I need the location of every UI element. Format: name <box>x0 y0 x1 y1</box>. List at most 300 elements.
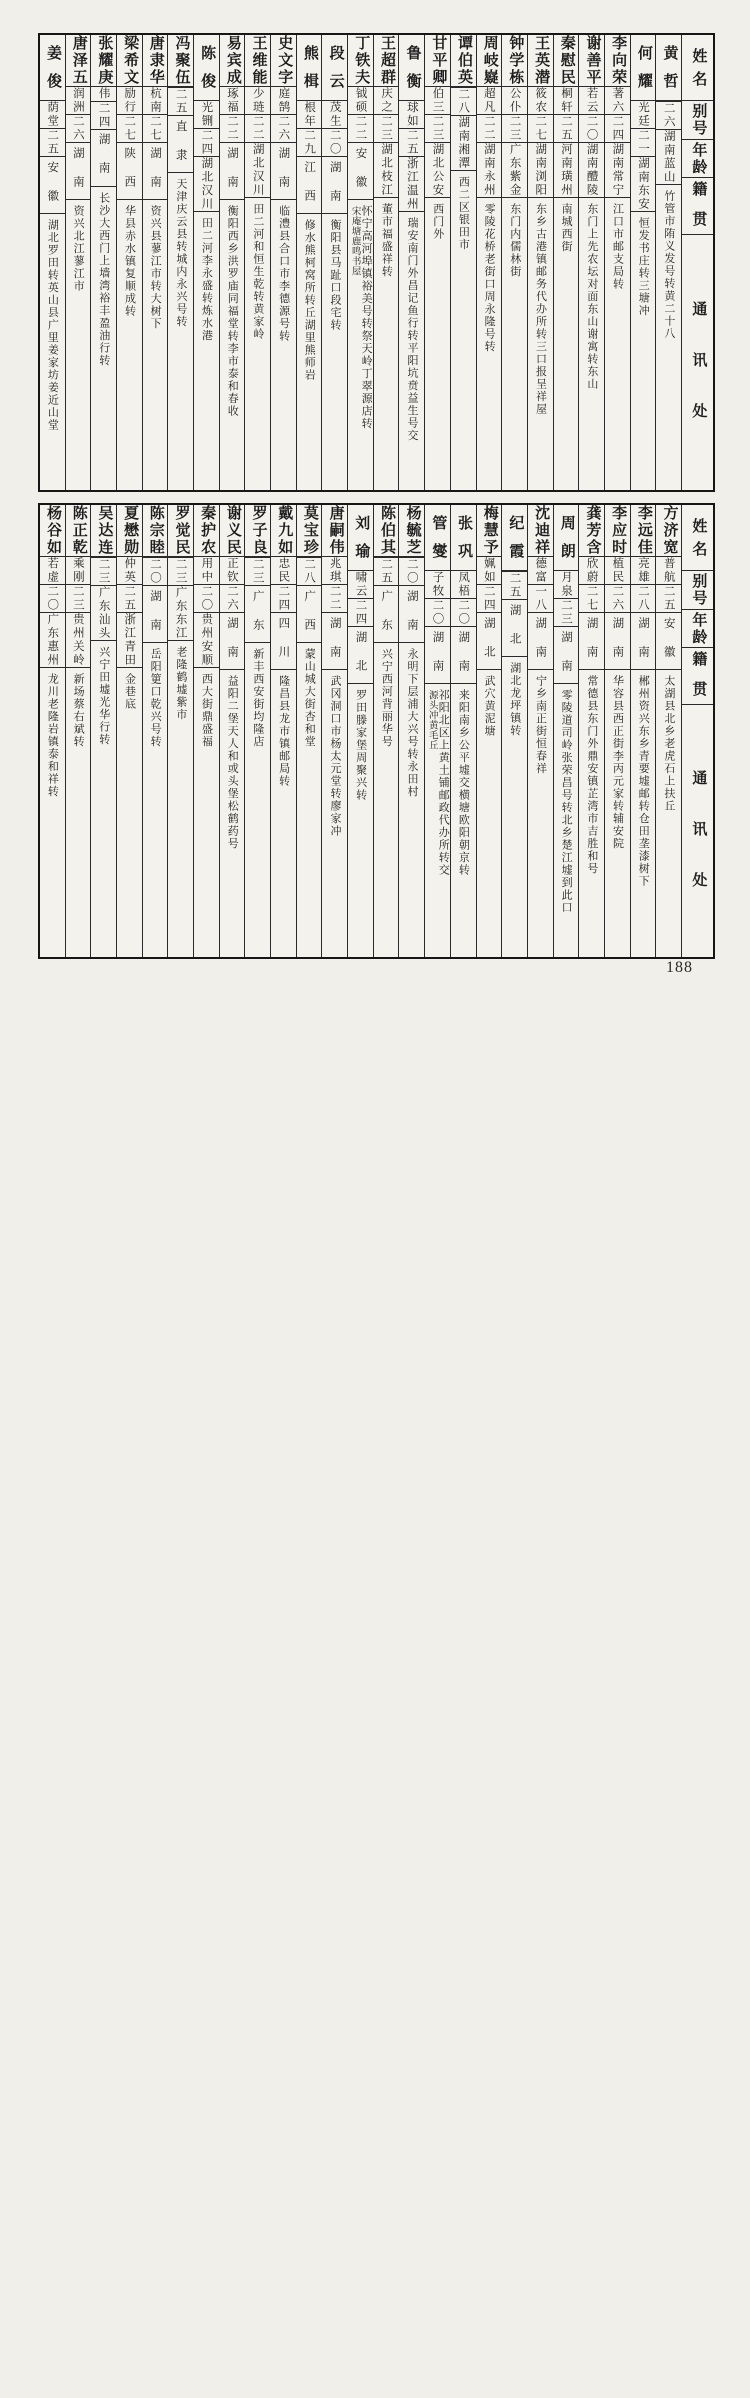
person-origin: 湖南蓝山 <box>663 130 675 184</box>
person-alias: 光廷 <box>637 101 649 128</box>
person-age: 二〇 <box>329 129 341 156</box>
origin-cell <box>451 627 476 684</box>
person-age: 二八 <box>457 88 469 115</box>
age-cell <box>91 558 116 586</box>
address-cell <box>502 657 527 2398</box>
alias-cell <box>220 87 245 115</box>
address-cell <box>631 670 656 2398</box>
person-column <box>579 505 605 957</box>
alias-cell <box>502 87 527 115</box>
person-age: 二四 <box>98 102 110 129</box>
person-address: 东门上先农坛对面东山谢寓转东山 <box>585 203 598 2398</box>
person-age: 二九 <box>303 129 315 156</box>
name-cell <box>631 505 656 557</box>
alias-cell <box>245 87 270 115</box>
address-text-wrap <box>585 675 598 2398</box>
person-address: 新丰西安街均隆店 <box>251 648 264 2398</box>
person-name: 黄哲 <box>661 35 677 101</box>
origin-cell <box>297 586 322 643</box>
address-cell <box>554 684 579 2398</box>
header-name-cell <box>682 35 713 101</box>
origin-cell <box>117 613 142 668</box>
person-address: 祁阳北区上黄土铺邮政代办所转交 <box>437 689 450 2398</box>
person-address: 江口市邮支局转 <box>611 203 624 2398</box>
address-cell <box>656 670 681 2398</box>
person-column <box>91 35 117 490</box>
person-age: 二七 <box>534 115 546 142</box>
person-column <box>374 35 400 490</box>
person-alias: 用中 <box>200 557 212 584</box>
origin-cell <box>168 586 193 641</box>
person-origin: 湖南 <box>72 139 84 204</box>
person-origin: 广东 <box>380 582 392 647</box>
person-age: 二五 <box>123 585 135 612</box>
person-name: 罗子良 <box>250 505 266 556</box>
person-name: 方济宽 <box>661 505 677 556</box>
person-age: 二〇 <box>406 558 418 585</box>
person-name: 刘瑜 <box>353 505 369 571</box>
person-name: 陈俊 <box>198 35 214 101</box>
origin-cell <box>374 586 399 643</box>
origin-cell <box>605 613 630 670</box>
person-age: 二五 <box>46 129 58 156</box>
person-age: 二四 <box>611 115 623 142</box>
header-origin-label: 籍贯 <box>690 641 706 711</box>
name-cell <box>66 505 91 557</box>
name-cell <box>348 35 373 87</box>
person-age: 二〇 <box>586 115 598 142</box>
origin-cell <box>631 157 656 212</box>
person-address: 太湖县北乡老虎石上扶丘 <box>662 675 675 2398</box>
alias-cell <box>194 557 219 585</box>
person-name: 唐隶华 <box>147 35 163 86</box>
origin-cell <box>220 613 245 670</box>
address-cell <box>374 643 399 2398</box>
name-cell <box>477 505 502 557</box>
address-text-wrap <box>406 648 419 2398</box>
name-cell <box>528 505 553 557</box>
address-cell <box>451 684 476 2398</box>
age-cell <box>374 115 399 143</box>
person-name: 丁铁夫 <box>353 35 369 86</box>
address-text-wrap <box>483 675 496 2398</box>
person-alias: 著六 <box>611 87 623 114</box>
person-age: 二五 <box>560 115 572 142</box>
person-origin: 广东汕头 <box>98 586 110 640</box>
address-cell <box>322 670 347 2398</box>
origin-cell <box>502 600 527 657</box>
address-text-wrap <box>72 673 85 2398</box>
person-origin: 安徽 <box>663 609 675 674</box>
person-origin: 贵州安顺 <box>200 613 212 667</box>
person-address: 田二河李永盛转炼水港 <box>200 217 213 2398</box>
origin-cell <box>194 613 219 668</box>
age-cell <box>579 115 604 143</box>
person-origin: 湖南 <box>457 623 469 688</box>
person-alias: 亮雄 <box>637 557 649 584</box>
person-name: 钟学栋 <box>507 35 523 86</box>
name-cell <box>579 35 604 87</box>
person-column <box>631 505 657 957</box>
person-column <box>91 505 117 957</box>
address-cell <box>194 668 219 2398</box>
person-address: 湖北龙坪镇转 <box>508 662 521 2398</box>
age-cell <box>245 115 270 143</box>
origin-cell <box>194 157 219 212</box>
person-address: 湖北罗田转英山县广里姜家坊姜近山堂 <box>46 219 59 2398</box>
person-address: 龙川老隆岩镇泰和祥转 <box>46 673 59 2398</box>
person-age: 二二 <box>226 115 238 142</box>
alias-cell <box>194 101 219 129</box>
name-cell <box>399 35 424 101</box>
address-text-wrap <box>426 689 450 2398</box>
alias-cell <box>143 87 168 115</box>
person-column <box>194 505 220 957</box>
origin-cell <box>502 143 527 198</box>
person-age: 二七 <box>123 115 135 142</box>
person-origin: 广西 <box>303 582 315 647</box>
person-age: 二六 <box>611 585 623 612</box>
person-name: 纪霞 <box>507 505 523 571</box>
person-age: 二五 <box>406 129 418 156</box>
person-age: 二五 <box>663 585 675 612</box>
person-address: 宁乡南正街恒春祥 <box>534 675 547 2398</box>
person-origin: 广东 <box>252 582 264 647</box>
name-cell <box>245 505 270 557</box>
name-cell <box>425 35 450 87</box>
person-column <box>348 35 374 490</box>
person-origin: 江西 <box>303 153 315 218</box>
name-cell <box>168 35 193 87</box>
person-alias: 若虚 <box>46 557 58 584</box>
alias-cell <box>348 87 373 115</box>
person-origin: 湖北 <box>509 596 521 661</box>
origin-cell <box>117 143 142 200</box>
person-name: 何耀 <box>635 35 651 101</box>
person-origin: 湖北 <box>354 623 366 688</box>
name-cell <box>374 505 399 557</box>
alias-cell <box>656 557 681 585</box>
origin-cell <box>477 143 502 198</box>
origin-cell <box>66 613 91 668</box>
person-name: 沈迪祥 <box>532 505 548 556</box>
name-cell <box>271 35 296 87</box>
person-age: 二二 <box>252 115 264 142</box>
age-cell <box>554 115 579 143</box>
person-origin: 湖北汉川 <box>252 143 264 197</box>
person-name: 王超群 <box>378 35 394 86</box>
person-alias: 茂生 <box>329 101 341 128</box>
alias-cell <box>117 557 142 585</box>
person-alias: 荫堂 <box>46 101 58 128</box>
person-address: 资兴北江蓼江市 <box>72 205 85 2398</box>
person-age: 二三 <box>560 599 572 626</box>
person-age: 二六 <box>226 585 238 612</box>
origin-cell <box>451 116 476 171</box>
person-address-note: 宋庵塘鹿鸣书屋 <box>349 206 360 2398</box>
person-name: 秦慰民 <box>558 35 574 86</box>
person-alias: 乘刚 <box>72 557 84 584</box>
name-cell <box>271 505 296 557</box>
person-column <box>374 505 400 957</box>
origin-cell <box>579 613 604 670</box>
address-cell <box>168 641 193 2398</box>
person-name: 夏懋勋 <box>121 505 137 556</box>
alias-cell <box>322 101 347 129</box>
person-origin: 湖南醴陵 <box>586 143 598 197</box>
table-header-column <box>682 505 713 957</box>
person-age: 二四 <box>200 129 212 156</box>
name-cell <box>348 505 373 571</box>
person-origin: 湖南 <box>560 623 572 688</box>
address-cell <box>143 643 168 2398</box>
name-cell <box>656 35 681 101</box>
origin-cell <box>91 586 116 641</box>
name-cell <box>40 505 65 557</box>
person-column <box>322 505 348 957</box>
person-origin: 河南璜州 <box>560 143 572 197</box>
person-address: 天津庆云县转城内永兴号转 <box>174 178 187 2398</box>
person-column <box>425 505 451 957</box>
person-address: 衡阳县马趾口段宅转 <box>328 219 341 2398</box>
person-origin: 广东紫金 <box>509 143 521 197</box>
person-age: 二五 <box>380 558 392 585</box>
address-cell <box>117 668 142 2398</box>
person-name: 易宾成 <box>224 35 240 86</box>
address-text-wrap <box>637 675 650 2398</box>
person-address-note: 源头冲黄毛丘 <box>426 690 437 2398</box>
person-origin: 湖北枝江 <box>380 143 392 197</box>
person-column <box>605 505 631 957</box>
person-name: 周朗 <box>558 505 574 571</box>
name-cell <box>220 35 245 87</box>
person-alias: 钺硕 <box>354 87 366 114</box>
person-alias: 若云 <box>586 87 598 114</box>
person-origin: 湖南 <box>149 139 161 204</box>
origin-cell <box>245 143 270 198</box>
alias-cell <box>117 87 142 115</box>
person-address: 长沙大西门上墙湾裕丰盈油行转 <box>97 192 110 2398</box>
name-cell <box>631 35 656 101</box>
age-cell <box>399 129 424 157</box>
person-name: 吴达连 <box>96 505 112 556</box>
alias-cell <box>91 87 116 102</box>
person-address: 资兴县蓼江市转大树下 <box>149 205 162 2398</box>
person-origin: 湖南 <box>534 609 546 674</box>
person-name: 陈伯其 <box>378 505 394 556</box>
person-origin: 浙江温州 <box>406 157 418 211</box>
age-cell <box>451 88 476 116</box>
person-column <box>245 505 271 957</box>
person-name: 周岐嶷 <box>481 35 497 86</box>
header-address-cell <box>682 705 713 957</box>
person-alias: 兆琪 <box>329 557 341 584</box>
person-address: 兴宁西河背丽华号 <box>380 648 393 2398</box>
person-alias: 公仆 <box>509 87 521 114</box>
person-age: 二三 <box>72 585 84 612</box>
name-cell <box>502 35 527 87</box>
person-alias: 正钦 <box>226 557 238 584</box>
person-column <box>66 505 92 957</box>
alias-cell <box>322 557 347 585</box>
person-name: 王维能 <box>250 35 266 86</box>
person-name: 李向荣 <box>609 35 625 86</box>
person-address: 衡阳西乡洪罗庙同福堂转李市泰和春收 <box>226 205 239 2398</box>
person-address: 西门外 <box>431 203 444 2398</box>
person-origin: 湖南 <box>431 623 443 688</box>
person-origin: 湖南 <box>149 582 161 647</box>
name-cell <box>554 35 579 87</box>
person-address: 田二河和恒生乾转黄家岭 <box>251 203 264 2398</box>
header-origin-label: 籍贯 <box>690 171 706 241</box>
person-address: 来阳南乡公平墟交横塘欧阳朝京转 <box>457 689 470 2398</box>
person-column <box>605 35 631 490</box>
person-alias: 超凡 <box>483 87 495 114</box>
person-column <box>117 505 143 957</box>
person-alias: 庆之 <box>380 87 392 114</box>
person-age: 二三 <box>509 115 521 142</box>
person-name: 陈正乾 <box>70 505 86 556</box>
alias-cell <box>579 557 604 585</box>
person-alias: 庭鹄 <box>277 87 289 114</box>
person-origin: 湖南 <box>611 609 623 674</box>
person-column <box>528 35 554 490</box>
age-cell <box>631 129 656 157</box>
age-cell <box>528 115 553 143</box>
person-address: 东乡古港镇邮务代办所转三口报呈祥屋 <box>534 203 547 2398</box>
age-cell <box>40 585 65 613</box>
age-cell <box>425 115 450 143</box>
address-cell <box>425 684 450 2398</box>
alias-cell <box>297 101 322 129</box>
person-origin: 广东东江 <box>175 586 187 640</box>
person-address: 武冈洞口市杨太元堂转廖家冲 <box>328 675 341 2398</box>
header-origin-cell <box>682 178 713 235</box>
person-age: 二〇 <box>431 599 443 626</box>
address-cell <box>579 670 604 2398</box>
address-text-wrap <box>508 662 521 2398</box>
header-age-label: 年龄 <box>690 142 706 176</box>
origin-cell <box>143 586 168 643</box>
person-age: 二七 <box>149 115 161 142</box>
person-column <box>322 35 348 490</box>
origin-cell <box>297 157 322 214</box>
address-text-wrap <box>226 675 239 2398</box>
person-address: 南城西街 <box>560 203 573 2398</box>
person-alias: 励行 <box>123 87 135 114</box>
address-cell <box>528 670 553 2398</box>
person-column <box>579 35 605 490</box>
person-origin: 湖南 <box>329 153 341 218</box>
name-cell <box>502 505 527 571</box>
origin-cell <box>348 143 373 200</box>
person-name: 杨谷如 <box>44 505 60 556</box>
age-cell <box>477 115 502 143</box>
origin-cell <box>554 627 579 684</box>
person-alias: 球如 <box>406 101 418 128</box>
person-alias: 月泉 <box>560 571 572 598</box>
address-text-wrap <box>328 675 341 2398</box>
origin-cell <box>477 613 502 670</box>
person-age: 二二 <box>483 115 495 142</box>
header-alias-label: 别号 <box>690 573 706 607</box>
person-name: 张耀庚 <box>96 35 112 86</box>
person-origin: 陕西 <box>123 139 135 204</box>
person-column <box>631 35 657 490</box>
person-alias: 凤梧 <box>457 571 469 598</box>
origin-cell <box>66 143 91 200</box>
person-address: 零陵道司岭张荣昌号转北乡楚江墟到此口 <box>560 689 573 2398</box>
address-cell <box>399 643 424 2398</box>
name-cell <box>451 35 476 87</box>
name-cell <box>117 505 142 557</box>
alias-cell <box>554 87 579 115</box>
person-address: 常德县东门外鼎安镇芷湾市吉胜和号 <box>585 675 598 2398</box>
address-cell <box>477 670 502 2398</box>
alias-cell <box>348 571 373 599</box>
header-address-cell <box>682 235 713 490</box>
person-alias: 琢福 <box>226 87 238 114</box>
person-alias: 伯三 <box>431 87 443 114</box>
person-address: 修水熊柯窝所转丘湖里熊师岩 <box>303 219 316 2398</box>
address-text-wrap <box>277 675 290 2398</box>
origin-cell <box>579 143 604 198</box>
origin-cell <box>631 613 656 670</box>
person-age: 二四 <box>354 599 366 626</box>
alias-cell <box>40 557 65 585</box>
person-column <box>399 505 425 957</box>
origin-cell <box>271 613 296 670</box>
person-origin: 湖南浏阳 <box>534 143 546 197</box>
person-alias: 伟 <box>98 87 110 101</box>
person-alias: 啸云 <box>354 571 366 598</box>
person-name: 唐泽五 <box>70 35 86 86</box>
name-cell <box>451 505 476 571</box>
origin-cell <box>656 613 681 670</box>
alias-cell <box>40 101 65 129</box>
name-cell <box>554 505 579 571</box>
age-cell <box>194 129 219 157</box>
table-header-column <box>682 35 713 490</box>
person-name: 冯聚伍 <box>173 35 189 86</box>
person-name: 梅慧予 <box>481 505 497 556</box>
person-origin: 湖南 <box>586 609 598 674</box>
header-address-label: 通讯处 <box>690 740 706 923</box>
person-origin: 湖南东安 <box>637 157 649 211</box>
person-column <box>143 35 169 490</box>
person-origin: 直隶 <box>175 112 187 177</box>
origin-cell <box>374 143 399 198</box>
person-alias: 子牧 <box>431 571 443 598</box>
person-column <box>220 505 246 957</box>
name-cell <box>579 505 604 557</box>
person-column <box>348 505 374 957</box>
person-origin: 湖北公安 <box>431 143 443 197</box>
person-alias: 忠民 <box>277 557 289 584</box>
address-text-wrap <box>200 673 213 2398</box>
person-origin: 湖南 <box>98 125 110 190</box>
header-origin-cell <box>682 648 713 705</box>
address-text-wrap <box>97 646 110 2398</box>
person-address: 武穴黄泥塘 <box>483 675 496 2398</box>
person-age: 二〇 <box>457 599 469 626</box>
age-cell <box>66 585 91 613</box>
address-text-wrap <box>560 689 573 2398</box>
origin-cell <box>271 143 296 200</box>
person-address: 郴州资兴东乡青要墟邮转仓田垄漆树下 <box>637 675 650 2398</box>
alias-cell <box>528 87 553 115</box>
person-column <box>502 505 528 957</box>
